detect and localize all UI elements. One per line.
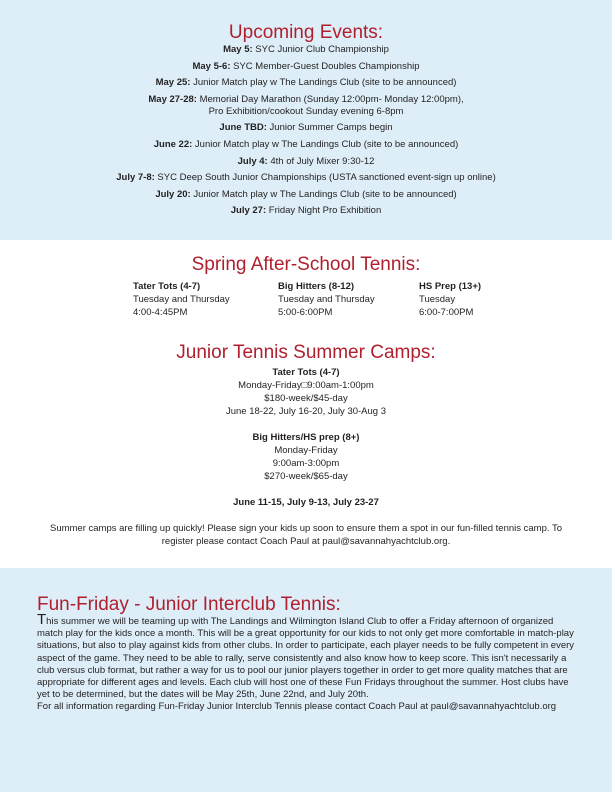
spring-title: Spring After-School Tennis:	[191, 254, 421, 275]
camp-dates: June 18-22, July 16-20, July 30-Aug 3	[225, 406, 386, 417]
event-date: July 27:	[230, 205, 267, 217]
camp-group-tater-tots	[0, 366, 612, 418]
event-text: Junior Match play w The Landings Club (site to be announced)	[192, 138, 459, 150]
event-item	[0, 77, 612, 89]
summer-camps-title: Junior Tennis Summer Camps:	[176, 342, 436, 363]
fun-friday-title: Fun-Friday - Junior Interclub Tennis:	[37, 594, 341, 615]
program-days: Tuesday and Thursday	[278, 294, 375, 305]
event-text: SYC Member-Guest Doubles Championship	[230, 60, 420, 72]
spring-column-hs-prep	[419, 280, 481, 319]
event-text: Junior Match play w The Landings Club (site to be announced)	[190, 77, 457, 89]
event-item	[0, 172, 612, 184]
event-text: Junior Match play w The Landings Club (site to be announced)	[190, 188, 457, 200]
program-days: Tuesday and Thursday	[133, 294, 230, 305]
event-text: 4th of July Mixer 9:30-12	[267, 155, 375, 167]
camp-days: Monday-Friday□9:00am-1:00pm	[238, 380, 374, 391]
event-item	[0, 122, 612, 134]
event-text-line2: Pro Exhibition/cookout Sunday evening 6-8pm	[208, 105, 404, 117]
event-date: July 4:	[237, 155, 268, 167]
program-name: HS Prep (13+)	[419, 281, 482, 292]
event-item	[0, 94, 612, 118]
event-item	[0, 139, 612, 151]
fun-friday-body	[37, 611, 577, 714]
event-date: July 20:	[155, 188, 191, 200]
event-text: Junior Summer Camps begin	[266, 122, 393, 134]
event-text: Memorial Day Marathon (Sunday 12:00pm- Monday 12:00pm),	[196, 93, 464, 105]
event-item	[0, 61, 612, 73]
summer-camps-note: Summer camps are filling up quickly! Please sign your kids up soon to ensure them a spot in our fun-filled tennis camp. To register please contact Coach Paul at paul@savannahyachtclub.org.	[49, 523, 563, 547]
drop-cap: T	[37, 611, 47, 628]
camp-group-name: Big Hitters/HS prep (8+)	[252, 432, 360, 443]
program-name: Big Hitters (8-12)	[278, 281, 355, 292]
upcoming-events-list	[0, 44, 612, 222]
upcoming-events-title: Upcoming Events:	[228, 22, 384, 43]
event-item	[0, 156, 612, 168]
program-days: Tuesday	[419, 294, 456, 305]
camp-time: 9:00am-3:00pm	[272, 458, 340, 469]
event-date: June 22:	[153, 138, 193, 150]
camp-days: Monday-Friday	[274, 445, 338, 456]
event-text: SYC Junior Club Championship	[252, 44, 389, 55]
spring-column-tater-tots	[133, 280, 230, 319]
fun-friday-contact: For all information regarding Fun-Friday Junior Interclub Tennis please contact Coach Paul at paul@savannahyachtclub.org	[37, 701, 557, 713]
event-date: June TBD:	[219, 122, 267, 134]
fun-friday-paragraph: his summer we will be teaming up with The Landings and Wilmington Island Club to offer a Friday afternoon of organized match play for the kids once a month. This will be a great opportunity for our kids to not only get more comfortable in match-play situations, but also to play against kids from other clubs. In order to participate, each player needs to be fully competent in every aspect of the game. They need to be able to rally, serve consistently and also know how to keep score. This isn't necessarily a club versus club format, but rather a way for us to pool our junior players together in order to get more quality matches that are appropriate for different ages and levels. Each club will host one of these Fun Fridays throughout the summer. Host clubs have yet to be determined, but the dates will be May 25th, June 22nd, and July 20th.	[37, 616, 575, 701]
camp-dates-summary	[0, 496, 612, 509]
program-time: 5:00-6:00PM	[278, 307, 333, 318]
spring-column-big-hitters	[278, 280, 375, 319]
camp-price: $270-week/$65-day	[264, 471, 348, 482]
camp-price: $180-week/$45-day	[264, 393, 348, 404]
event-item	[0, 205, 612, 217]
event-date: July 7-8:	[116, 172, 155, 184]
event-item	[0, 44, 612, 56]
camp-dates-bold: June 11-15, July 9-13, July 23-27	[233, 497, 379, 508]
camp-group-big-hitters	[0, 431, 612, 483]
event-date: May 5:	[223, 44, 253, 55]
event-date: May 25:	[155, 77, 191, 89]
event-text: Friday Night Pro Exhibition	[266, 205, 382, 217]
event-text: SYC Deep South Junior Championships (USTA sanctioned event-sign up online)	[154, 172, 496, 184]
camp-group-name: Tater Tots (4-7)	[272, 367, 340, 378]
event-date: May 5-6:	[192, 60, 231, 72]
event-item	[0, 189, 612, 201]
program-time: 6:00-7:00PM	[419, 307, 474, 318]
program-name: Tater Tots (4-7)	[133, 281, 201, 292]
program-time: 4:00-4:45PM	[133, 307, 188, 318]
event-date: May 27-28:	[148, 93, 197, 105]
